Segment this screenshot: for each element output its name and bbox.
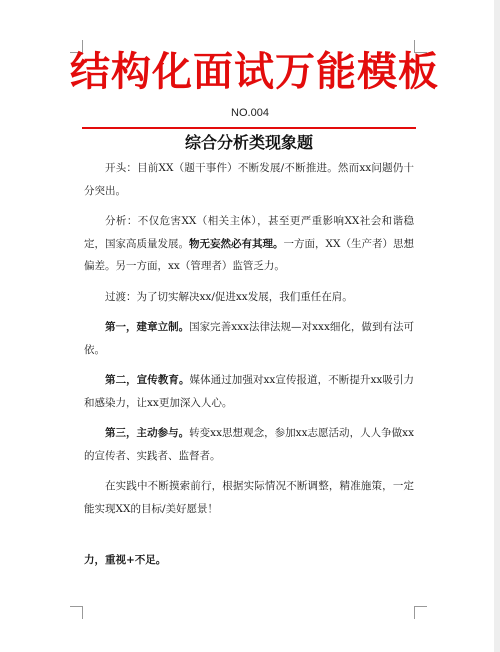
- paragraph-text: 开头：目前XX（题干事件）不断发展/不断推进。然而xx问题仍十分突出。: [84, 162, 414, 197]
- paragraph-text: 过渡：为了切实解决xx/促进xx发展，我们重任在肩。: [105, 290, 353, 303]
- crop-mark-bottom-left: [70, 606, 83, 619]
- paragraph-lead: 第二，宣传教育。: [105, 374, 190, 386]
- page-edge: [494, 0, 500, 652]
- title-divider: [82, 127, 416, 129]
- paragraph-emphasis: 物无妄然必有其理。: [189, 237, 284, 250]
- paragraph-text: 媒体通过加强对xx宣传报道，不断提升xx吸引力和感染力，让xx更加深入人心。: [84, 374, 415, 409]
- paragraph-analysis: [84, 210, 414, 278]
- paragraph-point-2: [84, 369, 414, 414]
- paragraph-text: 分析：不仅危害XX（相关主体），甚至更严重影响XX社会和谐稳定，国家高质量发展。: [84, 215, 414, 250]
- footer-fragment: 力，重视+不足。: [84, 554, 167, 566]
- paragraph-opening: [84, 157, 414, 202]
- document-title: 结构化面试万能模板: [70, 49, 439, 95]
- document-body: [84, 157, 414, 528]
- document-number: NO.004: [231, 107, 269, 119]
- document-subtitle: 综合分析类现象题: [184, 133, 313, 152]
- paragraph-transition: [84, 286, 414, 309]
- paragraph-text-tail: 一方面，XX（生产者）思想偏差。另一方面，xx（管理者）监管乏力。: [84, 237, 414, 272]
- paragraph-point-3: [84, 422, 414, 467]
- paragraph-conclusion: [84, 475, 414, 520]
- paragraph-lead: 第一，建章立制。: [105, 321, 190, 333]
- paragraph-point-1: [84, 316, 414, 361]
- paragraph-text: 转变xx思想观念，参加xx志愿活动，人人争做xx的宣传者、实践者、监督者。: [84, 427, 415, 462]
- paragraph-text: 国家完善xxx法律法规—对xxx细化，做到有法可依。: [84, 321, 414, 356]
- paragraph-text: 在实践中不断摸索前行，根据实际情况不断调整，精准施策，一定能实现XX的目标/美好愿景！: [84, 480, 414, 515]
- paragraph-lead: 第三，主动参与。: [105, 427, 190, 439]
- crop-mark-bottom-right: [414, 606, 427, 619]
